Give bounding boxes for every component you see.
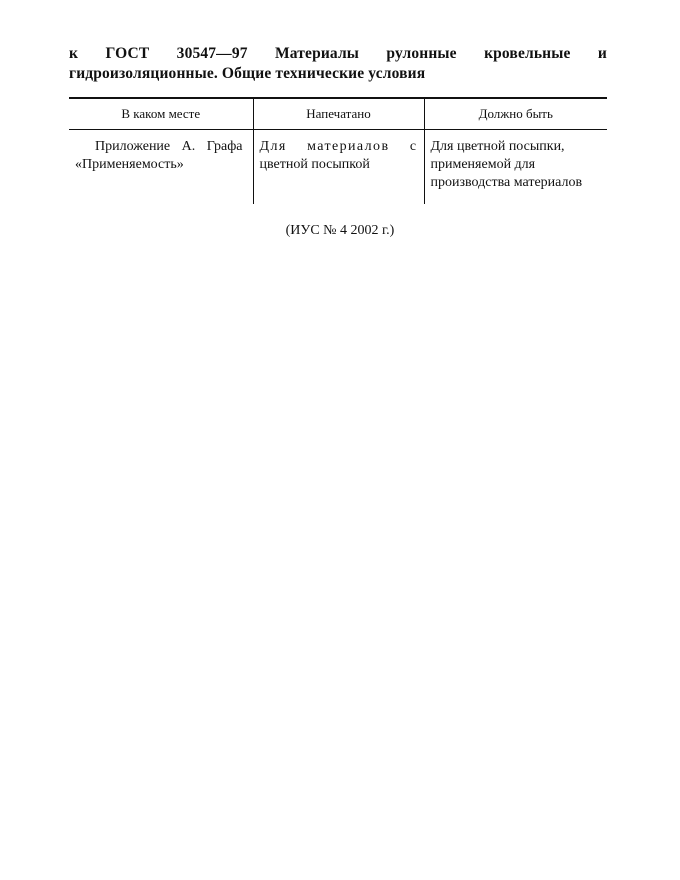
- document-heading: к ГОСТ 30547—97 Материалы рулонные кровельные и гидроизоляционные. Общие технические условия: [69, 45, 607, 82]
- cell-place: Приложение А. Графа «Применяемость»: [75, 139, 243, 172]
- erratum-table: [69, 97, 607, 204]
- table-row: [69, 130, 607, 205]
- table-body: [69, 130, 607, 205]
- table-header: [69, 98, 607, 130]
- cell-should-be: Для цветной посыпки, применяемой для производства материалов: [424, 130, 607, 205]
- cell-printed: [253, 130, 424, 205]
- source-note: (ИУС № 4 2002 г.): [285, 223, 395, 238]
- column-header-should-be: Должно быть: [424, 98, 607, 130]
- table-header-row: [69, 98, 607, 130]
- cell-printed-line1: Для материалов с: [259, 139, 418, 154]
- cell-printed-line2: цветной посыпкой: [259, 157, 370, 172]
- column-header-printed: Напечатано: [253, 98, 424, 130]
- column-header-place: В каком месте: [121, 106, 201, 121]
